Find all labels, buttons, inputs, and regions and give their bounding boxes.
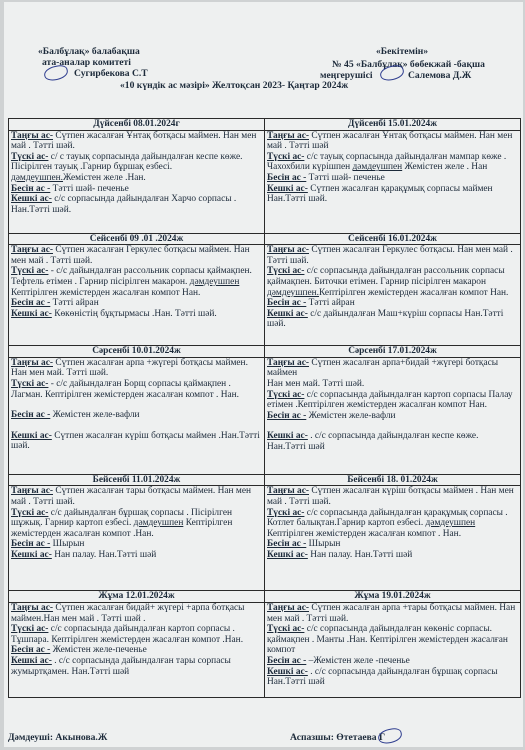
chef-signature-line: Аспазшы: Өтетаева Г (290, 732, 386, 743)
left-person: Сугирбекова С.Т (74, 68, 148, 79)
breakfast-line: Таңғы ас- Сүтпен жасалған арпа +жүгері ботқасы маймен. Нан мен май. Тәтті шәй. (11, 357, 248, 379)
right-org: № 45 «Балбұлақ» бөбекжай -бақша (332, 59, 485, 70)
lunch-line: Түскі ас- с/с сорпасында дайындалған көкөніс сорпасы. қаймақпен . Манты .Нан. Кептірілген жемістерден жасалған компот (267, 624, 508, 656)
dinner-line: Кешкі ас- . с/с сорпасында дайындалған бұршақ сорпасы Нан.Тәтті шәй (267, 666, 498, 688)
day-title: Сейсенбі 09 .01 .2024ж (89, 233, 184, 244)
dinner-line: Кешкі ас- . с/с сорпасында дайындалған тары сорпасы жумыртқамен. Нан.Тәтті шәй (11, 655, 231, 677)
right-person: Салемова Д.Ж (408, 70, 472, 81)
menu-row (9, 245, 520, 346)
day-menu-cell (9, 486, 264, 590)
breakfast-line: Таңғы ас- Сүтпен жасалған Геркулес ботқасы маймен. Нан мен май . Тәтті шәй. (11, 245, 250, 266)
day-title: Сәрсенбі 17.01.2024ж (264, 346, 520, 357)
lunch-line: Түскі ас- с/с сорпасында дайындалған картоп сорпасы Палау етімен .Кептірілген жемістерден жасалған компот Нан. (267, 389, 513, 411)
snack-line: Бесін ас - Тәтті айран (267, 298, 355, 309)
day-menu-cell (9, 603, 264, 697)
dinner-line: Кешкі ас- Нан палау. Нан.Тәтті шәй (11, 549, 157, 560)
left-org-line2: ата-аналар комитеті (42, 57, 131, 68)
lunch-line: Түскі ас- - с/с дайындалған Борщ сорпасы қаймақпен . Лагман. Кептірілген жемістерден жасалған компот . Нан. (11, 378, 240, 400)
right-person-label: меңгерушісі (320, 70, 373, 81)
day-title: Сейсенбі 16.01.2024ж (264, 234, 520, 245)
day-title: Бейсенбі 18. 01.2024ж (264, 475, 520, 486)
dinner-line: Кешкі ас- Нан палау. Нан.Тәтті шәй (267, 549, 413, 560)
breakfast-line: Таңғы ас- Сүтпен жасалған күріш ботқасы маймен . Нан мен май . Тәтті шәй. (267, 486, 514, 507)
dinner-line: Кешкі ас- . с/с сорпасында дайындалған кеспе көже. Нан.Тәтті шәй (267, 431, 479, 452)
day-menu-cell (9, 131, 264, 233)
chef-signature-icon (377, 727, 403, 746)
lunch-line: Түскі ас- с/с сорпасында дайындалған қарақұмық сорпасы . Котлет балықтан.Гарнир картоп езбесі. дәмдеушпен Кептірілген жемістерден жасалған компот . Нан. (267, 507, 508, 539)
day-menu-cell (9, 245, 264, 345)
snack-line: Бесін ас - Тәтті шәй- печенье (267, 172, 385, 183)
dinner-line: Кешкі ас- Сүтпен жасалған қарақұмық сорпасы маймен Нан.Тәтті шәй. (267, 183, 493, 205)
day-header-row (9, 234, 520, 246)
day-menu-cell (264, 358, 520, 474)
snack-line: Бесін ас - –Жемістен желе -печенье (267, 655, 410, 666)
day-menu-cell (264, 131, 520, 233)
breakfast-line: Таңғы ас- Сүтпен жасалған Геркулес ботқасы. Нан мен май . Тәтті шәй. (267, 245, 513, 266)
menu-row (9, 486, 520, 591)
day-title: Бейсенбі 11.01.2024ж (92, 474, 181, 485)
lunch-line: Түскі ас- с/ с тауық сорпасында дайындалған кеспе көже. Пісірілген тауық .Гарнир бұршақ езбесі. дәмдеушпен.Жемістен желе .Нан. (11, 151, 243, 183)
day-menu-cell (9, 358, 264, 474)
day-menu-cell (264, 486, 520, 590)
snack-line: Бесін ас - Шырын (11, 539, 85, 550)
snack-line: Бесін ас - Шырын (267, 539, 341, 550)
lunch-line: Түскі ас- с/с дайындалған бұршақ сорпасы . Пісірілген шұжық. Гарнир картоп езбесі. дәмдеушпен Кептірілген жемістерден жасалған компот .Нан. (11, 507, 233, 539)
day-menu-cell (264, 245, 520, 345)
lunch-line: Түскі ас- с/с тауық сорпасында дайындалған мампар көже . Чахохбили күрішпен дәмдеушпен Жемістен желе . Нан (267, 151, 507, 173)
breakfast-line: Таңғы ас- Сүтпен жасалған арпа +тары ботқасы маймен. Нан мен май . Тәтті шәй. (267, 602, 516, 624)
snack-line: Бесін ас - Жемістен желе-вафли (11, 410, 140, 421)
menu-row (9, 131, 520, 234)
day-header-row (9, 119, 520, 131)
menu-table (8, 118, 521, 698)
menu-row (9, 358, 520, 475)
day-title: Жұма 12.01.2024ж (98, 591, 175, 602)
dinner-line: Кешкі ас- с/с дайындалған Маш+күріш сорпасы Нан.Тәтті шәй. (267, 308, 504, 330)
snack-line: Бесін ас - Жемістен желе-вафли (267, 410, 396, 421)
breakfast-line: Таңғы ас- Сүтпен жасалған Ұнтақ ботқасы маймен. Нан мен май . Тәтті шәй (267, 130, 513, 152)
menu-row (9, 603, 520, 698)
menu-document (4, 2, 523, 747)
snack-line: Бесін ас - Жемістен желе-печенье (11, 645, 147, 656)
day-title: Дүйсенбі 15.01.2024ж (264, 119, 520, 130)
day-header-row (9, 591, 520, 603)
breakfast-line: Таңғы ас- Сүтпен жасалған Ұнтақ ботқасы маймен. Нан мен май . Тәтті шәй. (11, 130, 257, 152)
day-header-row (9, 346, 520, 358)
snack-line: Бесін ас - Тәтті шәй- печенье (11, 183, 129, 194)
day-title: Жұма 19.01.2024ж (264, 591, 520, 602)
breakfast-line: Таңғы ас- Сүтпен жасалған бидай+ жүгері +арпа ботқасы маймен.Нан мен май . Тәтті шәй . (11, 602, 245, 624)
day-title: Дүйсенбі 08.01.2024г (93, 119, 180, 129)
right-approved: «Бекітемін» (376, 46, 429, 57)
day-menu-cell (264, 603, 520, 697)
day-title: Сәрсенбі 10.01.2024ж (92, 346, 181, 357)
cook-signature-line: Дәмдеуші: Акынова.Ж (8, 732, 108, 743)
menu-title: «10 күндік ас мәзірі» Желтоқсан 2023- Қаңтар 2024ж (120, 80, 349, 91)
breakfast-line: Таңғы ас- Сүтпен жасалған арпа+бидай +жүгері ботқасы маймен (267, 357, 499, 379)
snack-line: Бесін ас - Тәтті айран (11, 298, 99, 309)
dinner-line: Кешкі ас- Көкөністің бұқтырмасы .Нан. Тәтті шәй. (11, 308, 217, 319)
dinner-line: Кешкі ас- Сүтпен жасалған күріш ботқасы маймен .Нан.Тәтті шәй. (11, 430, 260, 452)
lunch-line: Түскі ас- с/с сорпасында дайындалған картоп сорпасы . Тұшпара. Кептірілген жемістерден жасалған компот .Нан. (11, 624, 244, 645)
dinner-line: Кешкі ас- с/с сорпасында дайындалған Харчо сорпасы . Нан.Тәтті шәй. (11, 194, 237, 215)
left-org-line1: «Балбұлақ» балабақша (38, 46, 140, 57)
breakfast-line: Таңғы ас- Сүтпен жасалған тары ботқасы маймен. Нан мен май . Тәтті шәй. (11, 486, 252, 507)
lunch-line: Түскі ас- - с/с дайындалған рассольник сорпасы қаймақпен. Тефтель етімен . Гарнир пісірілген макарон. дәмдеушпен Кептірілген жемістерден жасалған компот Нан. (11, 266, 252, 298)
lunch-line: Түскі ас- с/с сорпасында дайындалған рассольник сорпасы қаймақпен. Биточки етімен. Гарнир пісірілген макарон дәмдеушпен.Кептірілген жемістерден жасалған компот Нан. (267, 266, 509, 298)
breakfast-line-2: Нан мен май. Тәтті шәй. (267, 378, 365, 389)
day-header-row (9, 475, 520, 487)
